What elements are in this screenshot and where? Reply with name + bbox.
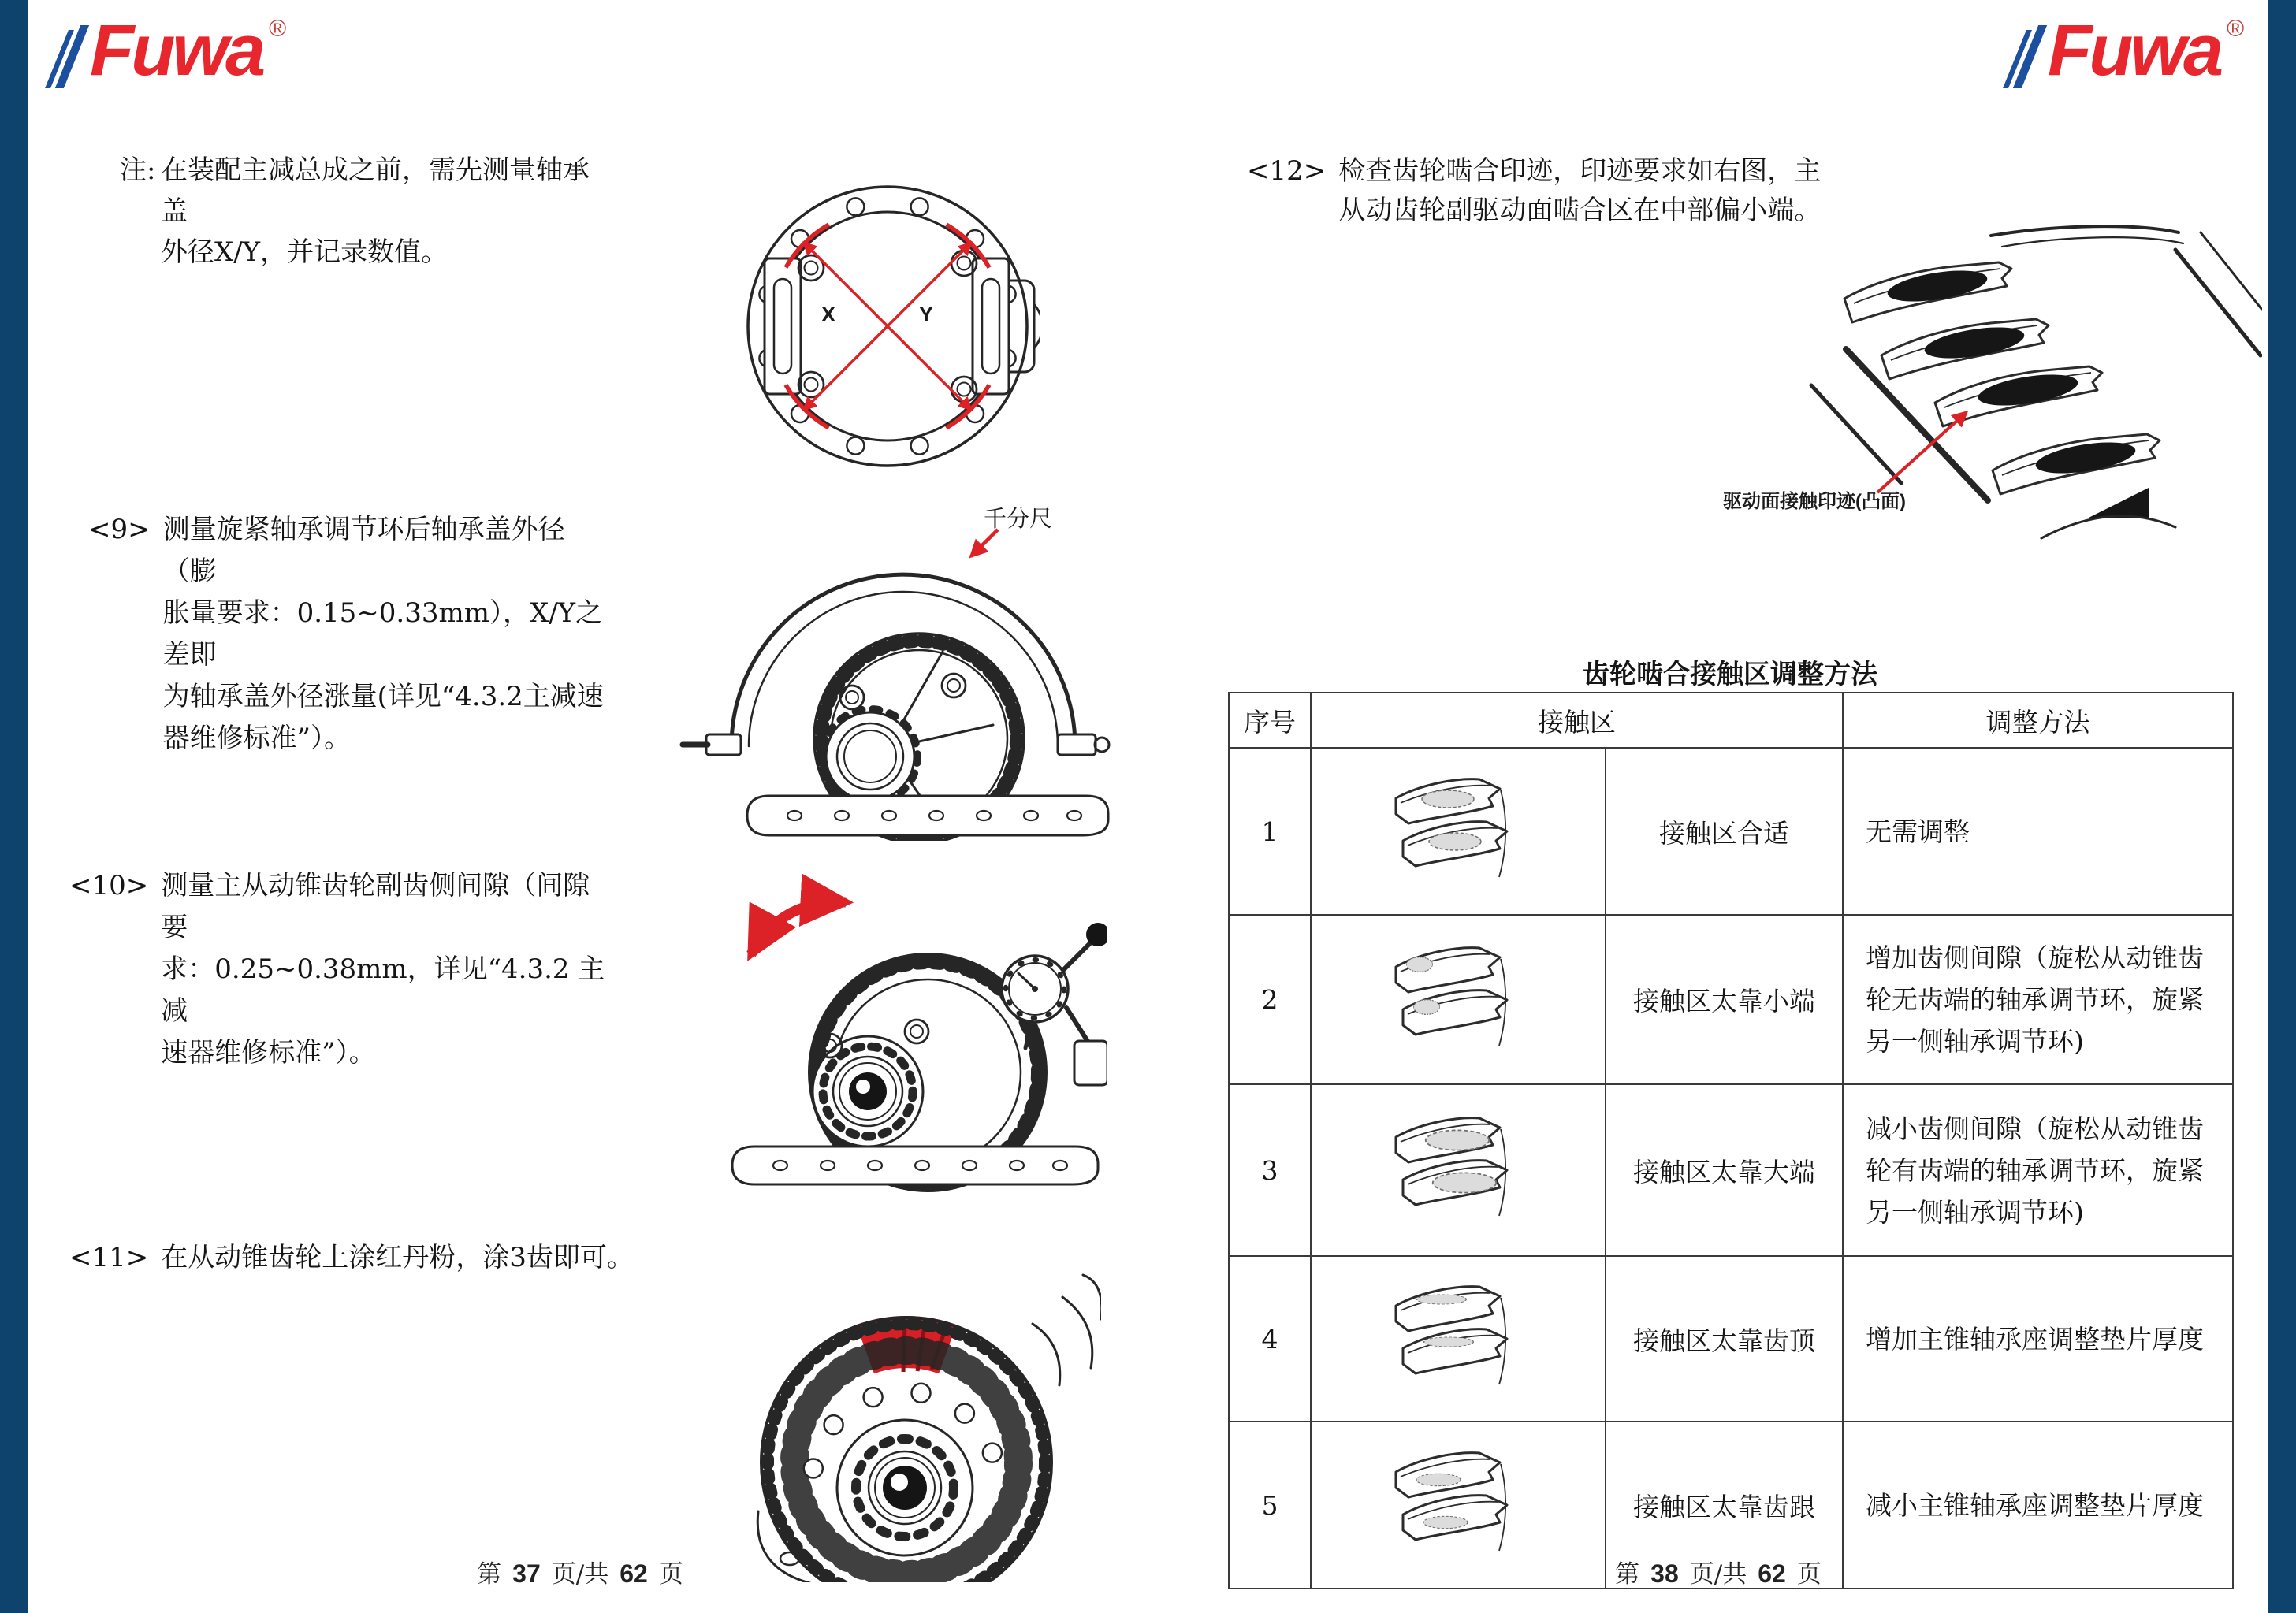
red-lead-marked-gear-figure (695, 1251, 1101, 1582)
registered-mark-icon: ® (2227, 16, 2245, 42)
fuwa-logo-right (2015, 10, 2245, 93)
bearing-cap-housing-figure (733, 180, 1040, 473)
contact-zone-text: 接触区太靠小端 (1606, 915, 1843, 1084)
x-dimension-label: X (821, 303, 836, 326)
contact-zone-text: 接触区合适 (1606, 748, 1843, 915)
fuwa-logo-left (57, 10, 287, 93)
adjustment-method: 减小齿侧间隙（旋松从动锥齿轮有齿端的轴承调节环，旋紧另一侧轴承调节环) (1843, 1084, 2233, 1256)
gear-tooth (1993, 434, 2160, 494)
micrometer-measurement-figure (676, 506, 1122, 841)
step-number: <11> (69, 1242, 149, 1273)
step-line: 在从动锥齿轮上涂红丹粉，涂3齿即可。 (161, 1242, 634, 1273)
pattern-pointer-arrow (1877, 412, 1967, 492)
step-number: <10> (69, 870, 149, 901)
step-line: 速器维修标准”）。 (161, 1037, 376, 1069)
footer-text: 页 (1796, 1560, 1822, 1589)
footer-text: 页/共 (1689, 1560, 1747, 1589)
table-row (1229, 915, 2233, 1084)
micrometer-label: 千分尺 (984, 505, 1053, 532)
gear-tooth (1881, 319, 2049, 379)
brand-name: Fuwa (2048, 10, 2221, 91)
step-number: <12> (1247, 155, 1327, 187)
step-12 (1247, 151, 1830, 230)
step-10 (69, 865, 613, 1074)
row-number: 2 (1229, 915, 1311, 1084)
right-edge-bar (2268, 0, 2296, 1613)
table-row (1229, 1084, 2233, 1256)
step-line: 测量主从动锥齿轮副齿侧间隙（间隙要 (161, 870, 590, 943)
left-edge-bar (0, 0, 28, 1613)
adjustment-method: 减小主锥轴承座调整垫片厚度 (1843, 1422, 2233, 1589)
step-line: 检查齿轮啮合印迹，印迹要求如右图，主 (1338, 155, 1822, 187)
footer-text: 第 (1615, 1560, 1640, 1589)
footer-text: 页/共 (551, 1560, 609, 1589)
step-line: 求：0.25~0.38mm，详见“4.3.2 主减 (161, 953, 605, 1027)
header-method: 调整方法 (1843, 693, 2233, 748)
note-line: 在装配主减总成之前，需先测量轴承盖 (161, 154, 590, 227)
table-title: 齿轮啮合接触区调整方法 (1583, 659, 1877, 690)
micrometer-pointer-arrow (971, 530, 998, 556)
contact-zone-illustration (1311, 1084, 1606, 1256)
adjustment-method: 无需调整 (1843, 748, 2233, 915)
step-9 (88, 509, 608, 760)
page-footer-left (16, 1554, 1144, 1589)
step-line: 为轴承盖外径涨量(详见“4.3.2主减速 (162, 681, 604, 712)
row-number: 3 (1229, 1084, 1311, 1256)
footer-text: 第 (477, 1560, 502, 1589)
total-pages: 62 (620, 1559, 648, 1588)
contact-zone-text: 接触区太靠齿跟 (1606, 1422, 1843, 1589)
total-pages: 62 (1758, 1559, 1786, 1588)
header-no: 序号 (1229, 693, 1311, 748)
contact-zone-illustration (1311, 915, 1606, 1084)
logo-stripes-icon (2015, 20, 2040, 88)
footer-text: 页 (658, 1560, 683, 1589)
adjustment-method: 增加齿侧间隙（旋松从动锥齿轮无齿端的轴承调节环，旋紧另一侧轴承调节环) (1843, 915, 2233, 1084)
contact-zone-illustration (1311, 1256, 1606, 1422)
note-line: 外径X/Y，并记录数值。 (161, 236, 448, 268)
table-row (1229, 748, 2233, 915)
contact-zone-text: 接触区太靠齿顶 (1606, 1256, 1843, 1422)
page-number: 37 (512, 1559, 541, 1588)
row-number: 1 (1229, 748, 1311, 915)
y-dimension-label: Y (919, 303, 934, 326)
step-11 (69, 1237, 637, 1279)
note-label: 注: (120, 154, 156, 186)
contact-zone-text: 接触区太靠大端 (1606, 1084, 1843, 1256)
logo-stripes-icon (57, 20, 82, 88)
row-number: 4 (1229, 1256, 1311, 1422)
table-header-row (1229, 693, 2233, 748)
backlash-measurement-figure (666, 853, 1107, 1192)
page-number: 38 (1650, 1559, 1679, 1588)
brand-name: Fuwa (90, 10, 263, 91)
registered-mark-icon: ® (269, 16, 287, 42)
row-number: 5 (1229, 1422, 1311, 1589)
page-footer-right (1159, 1554, 2278, 1589)
step-line: 测量旋紧轴承调节环后轴承盖外径（膨 (162, 514, 565, 587)
rocking-arrow (751, 902, 846, 954)
contact-zone-illustration (1311, 748, 1606, 915)
adjustment-method: 增加主锥轴承座调整垫片厚度 (1843, 1256, 2233, 1422)
contact-zone-adjustment-table (1228, 692, 2234, 1589)
step-number: <9> (88, 514, 151, 545)
header-contact-zone: 接触区 (1311, 693, 1843, 748)
table-row (1229, 1256, 2233, 1422)
step-line: 器维修标准”）。 (162, 723, 351, 754)
assembly-note (120, 150, 593, 273)
gear-tooth (1844, 262, 2011, 322)
drive-face-pattern-label: 驱动面接触印迹(凸面) (1723, 491, 1906, 512)
step-line: 从动齿轮副驱动面啮合区在中部偏小端。 (1338, 195, 1822, 226)
step-line: 胀量要求：0.15~0.33mm），X/Y之差即 (162, 597, 603, 671)
